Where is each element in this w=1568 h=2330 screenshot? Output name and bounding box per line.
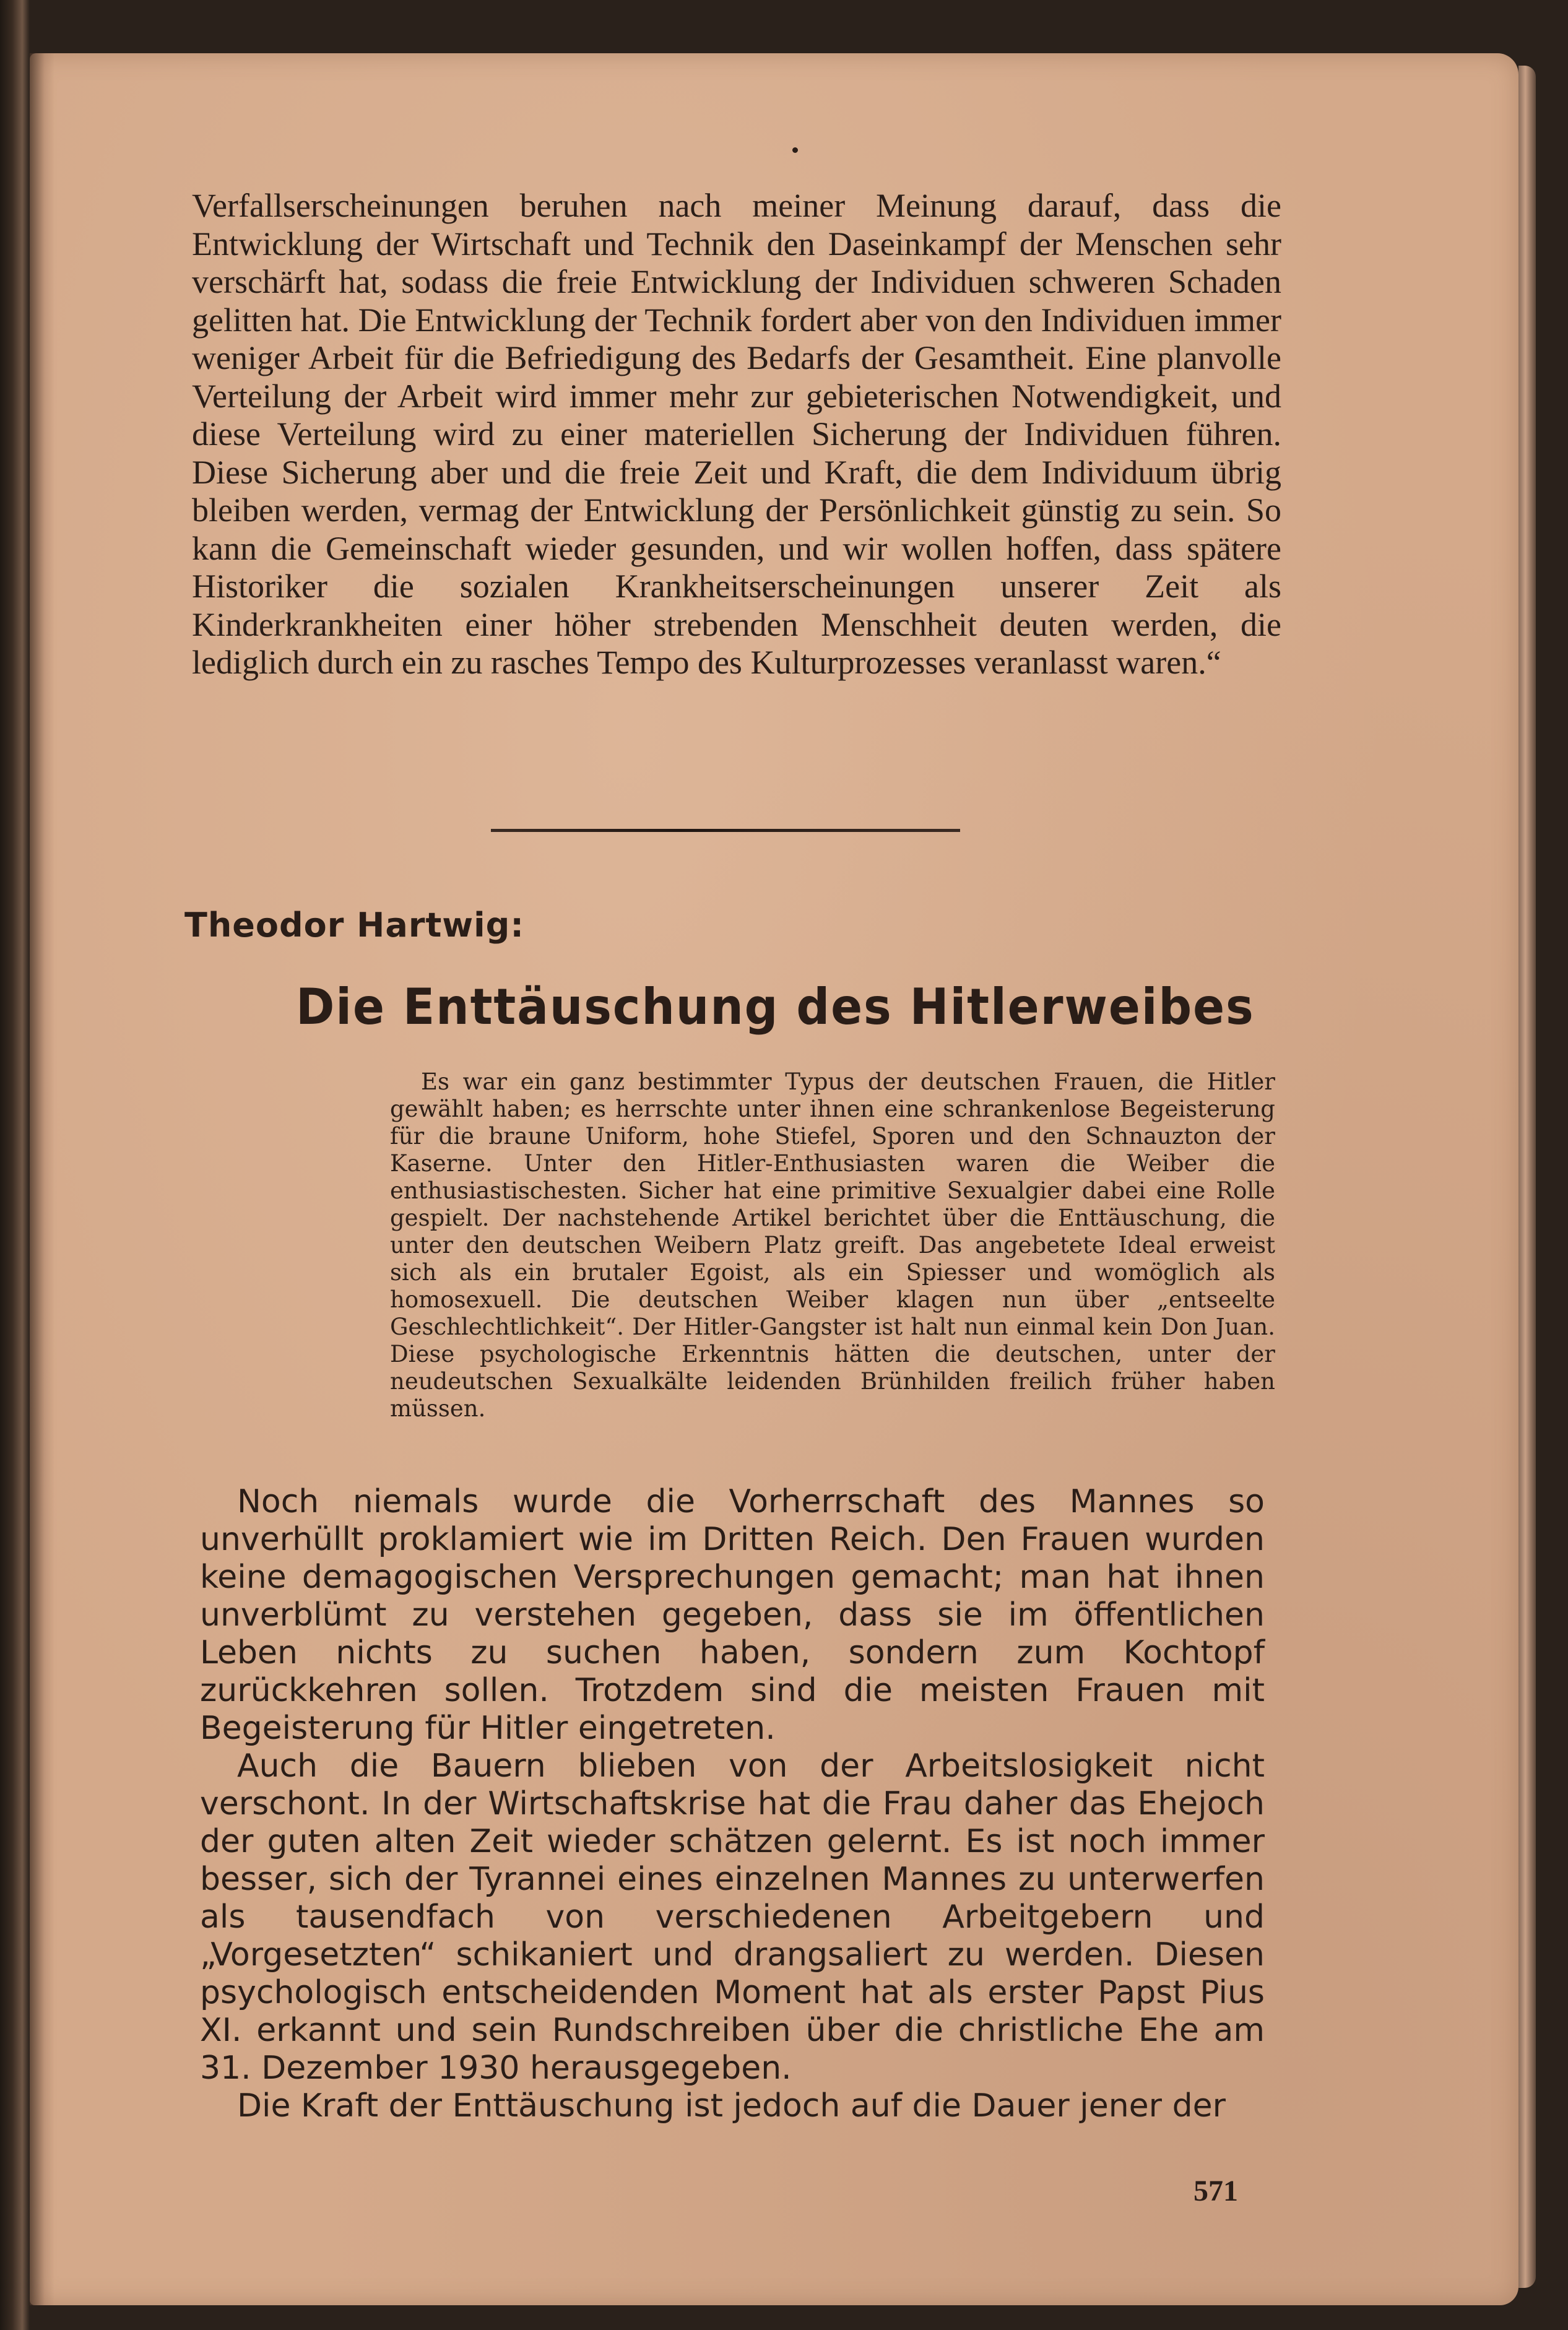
body-paragraph: Auch die Bauern blieben von der Arbeitslosigkeit nicht verschont. In der Wirtschaftskrise hat die Frau daher das Ehejoch der guten alten Zeit wieder schätzen gelernt. Es ist noch immer besser, sich der Tyrannei eines einzelnen Mannes zu unterwerfen als tausendfach von verschiedenen Arbeitgebern und „Vorgesetzten“ schikaniert und drangsaliert zu werden. Diesen psychologisch entscheidenden Moment hat als erster Papst Pius XI. erkannt und sein Rundschreiben über die christliche Ehe am 31. Dezember 1930 herausgegeben. [200, 1748, 1265, 2087]
body-paragraph: Die Kraft der Enttäuschung ist jedoch auf die Dauer jener der [237, 2087, 1226, 2124]
body-paragraph: Noch niemals wurde die Vorherrschaft des Mannes so unverhüllt proklamiert wie im Dritten Reich. Den Frauen wurden keine demagogischen Versprechungen gemacht; man hat ihnen unverblümt zu verstehen gegeben, dass sie im öffentlichen Leben nichts zu suchen haben, sondern zum Kochtopf zurückkehren sollen. Trotzdem sind die meisten Frauen mit Begeisterung für Hitler eingetreten. [200, 1483, 1265, 1747]
page-sheet [30, 53, 1518, 2305]
article-body [200, 1483, 1265, 2125]
intro-paragraph [192, 187, 1281, 682]
article-author: Theodor Hartwig: [184, 906, 524, 945]
page-edge [1518, 66, 1536, 2288]
section-divider [491, 829, 960, 832]
intro-text: Verfallserscheinungen beruhen nach meiner Meinung darauf, dass die Entwicklung der Wirtschaft und Technik den Daseinkampf der Menschen sehr verschärft hat, sodass die freie Entwicklung der Individuen schweren Schaden gelitten hat. Die Entwicklung der Technik fordert aber von den Individuen immer weniger Arbeit für die Befriedigung des Bedarfs der Gesamtheit. Eine planvolle Verteilung der Arbeit wird immer mehr zur gebieterischen Notwendigkeit, und diese Verteilung wird zu einer materiellen Sicherung der Individuen führen. Diese Sicherung aber und die freie Zeit und Kraft, die dem Individuum übrig bleiben werden, vermag der Entwicklung der Persönlichkeit günstig zu sein. So kann die Gemeinschaft wieder gesunden, und wir wollen hoffen, dass spätere Historiker die sozialen Krankheitserscheinungen unserer Zeit als Kinderkrankheiten einer höher strebenden Menschheit deuten werden, die lediglich durch ein zu rasches Tempo des Kulturprozesses veranlasst waren.“ [192, 187, 1281, 681]
editorial-note: Es war ein ganz bestimmter Typus der deutschen Frauen, die Hitler gewählt haben; es herrschte unter ihnen eine schrankenlose Begeisterung für die braune Uniform, hohe Stiefel, Sporen und den Schnauzton der Kaserne. Unter den Hitler-Enthusiasten waren die Weiber die enthusiastischesten. Sicher hat eine primitive Sexualgier dabei eine Rolle gespielt. Der nachstehende Artikel berichtet über die Enttäuschung, die unter den deutschen Weibern Platz greift. Das angebetete Ideal erweist sich als ein brutaler Egoist, als ein Spiesser und womöglich als homosexuell. Die deutschen Weiber klagen nun über „entseelte Geschlechtlichkeit“. Der Hitler-Gangster ist halt nun einmal kein Don Juan. Diese psychologische Erkenntnis hätten die deutschen, unter der neudeutschen Sexualkälte leidenden Brünhilden freilich früher haben müssen. [390, 1068, 1275, 1422]
ink-speck [792, 147, 798, 153]
page-number: 571 [1193, 2175, 1238, 2207]
article-title: Die Enttäuschung des Hitlerweibes [296, 978, 1255, 1036]
book-spine-shadow [30, 53, 54, 2305]
